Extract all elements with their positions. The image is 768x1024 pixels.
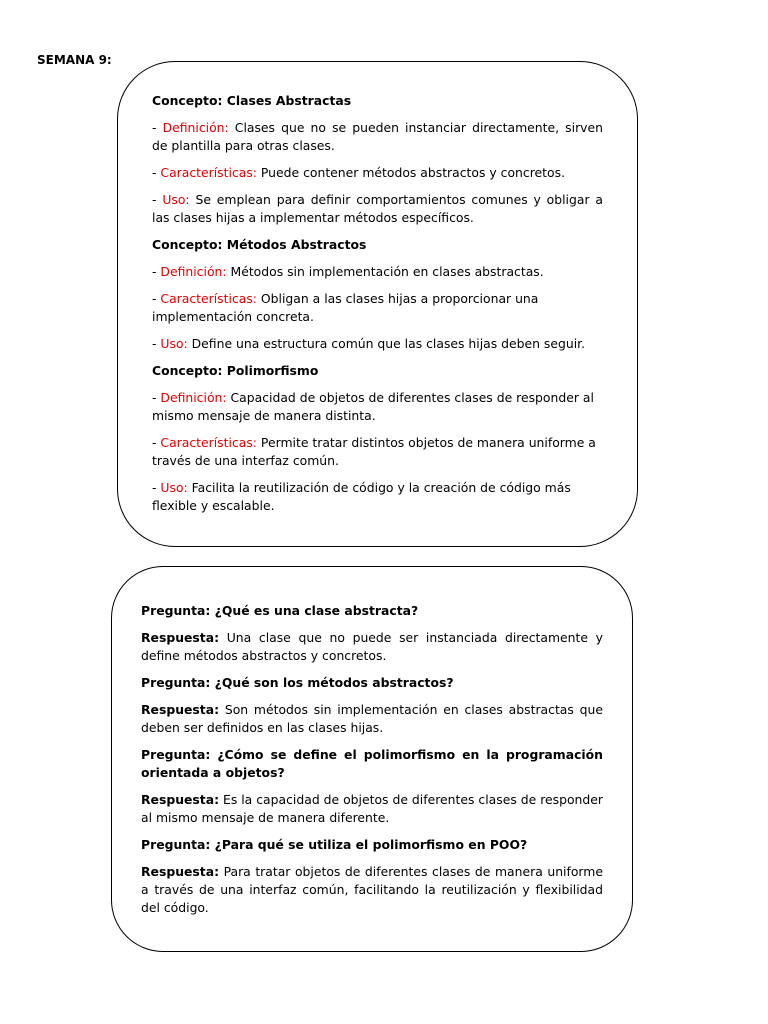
concept-use — [152, 479, 603, 515]
question: Pregunta: ¿Qué son los métodos abstractos? — [141, 675, 454, 690]
answer — [141, 863, 603, 917]
dash: - — [152, 291, 161, 306]
concept-characteristics — [152, 290, 603, 326]
concepts-content — [152, 92, 603, 524]
definition-text: Capacidad de objetos de diferentes clases de responder al mismo mensaje de manera distinta. — [152, 390, 594, 423]
concept-characteristics — [152, 164, 603, 182]
characteristics-text: Permite tratar distintos objetos de manera uniforme a través de una interfaz común. — [152, 435, 596, 468]
dash: - — [152, 264, 161, 279]
definition-label: Definición: — [160, 264, 227, 279]
concept-use — [152, 191, 603, 227]
qa-box — [111, 566, 633, 952]
week-label: SEMANA 9: — [37, 53, 112, 67]
concept-definition — [152, 263, 603, 281]
characteristics-label: Características: — [160, 165, 257, 180]
definition-label: Definición: — [162, 120, 229, 135]
concept-title: Concepto: Polimorfismo — [152, 363, 319, 378]
dash: - — [152, 192, 163, 207]
definition-text: Clases que no se pueden instanciar directamente, sirven de plantilla para otras clases. — [152, 120, 603, 153]
dash: - — [152, 336, 161, 351]
question: Pregunta: ¿Cómo se define el polimorfismo en la programación orientada a objetos? — [141, 747, 603, 780]
answer-text: Para tratar objetos de diferentes clases de manera uniforme a través de una interfaz común, facilitando la reutilización y flexibilidad del código. — [141, 864, 603, 915]
concept-definition — [152, 389, 603, 425]
characteristics-text: Puede contener métodos abstractos y concretos. — [256, 165, 566, 180]
characteristics-text: Obligan a las clases hijas a proporcionar una implementación concreta. — [152, 291, 539, 324]
use-label: Uso: — [162, 192, 190, 207]
answer-label: Respuesta: — [141, 864, 220, 879]
qa-content — [141, 602, 603, 926]
use-text: Define una estructura común que las clases hijas deben seguir. — [187, 336, 586, 351]
answer-text: Es la capacidad de objetos de diferentes clases de responder al mismo mensaje de manera diferente. — [141, 792, 603, 825]
dash: - — [152, 390, 161, 405]
use-text: Se emplean para definir comportamientos comunes y obligar a las clases hijas a implementar métodos específicos. — [152, 192, 603, 225]
answer — [141, 701, 603, 737]
use-label: Uso: — [160, 480, 188, 495]
characteristics-label: Características: — [160, 291, 257, 306]
dash: - — [152, 480, 161, 495]
answer-label: Respuesta: — [141, 792, 220, 807]
concept-characteristics — [152, 434, 603, 470]
use-label: Uso: — [160, 336, 188, 351]
answer-label: Respuesta: — [141, 702, 220, 717]
question: Pregunta: ¿Para qué se utiliza el polimorfismo en POO? — [141, 837, 528, 852]
answer — [141, 629, 603, 665]
dash: - — [152, 435, 161, 450]
answer-text: Son métodos sin implementación en clases abstractas que deben ser definidos en las clases hijas. — [141, 702, 603, 735]
concept-use — [152, 335, 603, 353]
characteristics-label: Características: — [160, 435, 257, 450]
concept-definition — [152, 119, 603, 155]
definition-text: Métodos sin implementación en clases abstractas. — [226, 264, 544, 279]
concept-title: Concepto: Métodos Abstractos — [152, 237, 367, 252]
answer-text: Una clase que no puede ser instanciada directamente y define métodos abstractos y concretos. — [141, 630, 603, 663]
definition-label: Definición: — [160, 390, 227, 405]
dash: - — [152, 120, 163, 135]
concept-title: Concepto: Clases Abstractas — [152, 93, 352, 108]
answer — [141, 791, 603, 827]
dash: - — [152, 165, 161, 180]
question: Pregunta: ¿Qué es una clase abstracta? — [141, 603, 419, 618]
answer-label: Respuesta: — [141, 630, 220, 645]
use-text: Facilita la reutilización de código y la creación de código más flexible y escalable. — [152, 480, 571, 513]
concepts-box — [117, 61, 638, 547]
